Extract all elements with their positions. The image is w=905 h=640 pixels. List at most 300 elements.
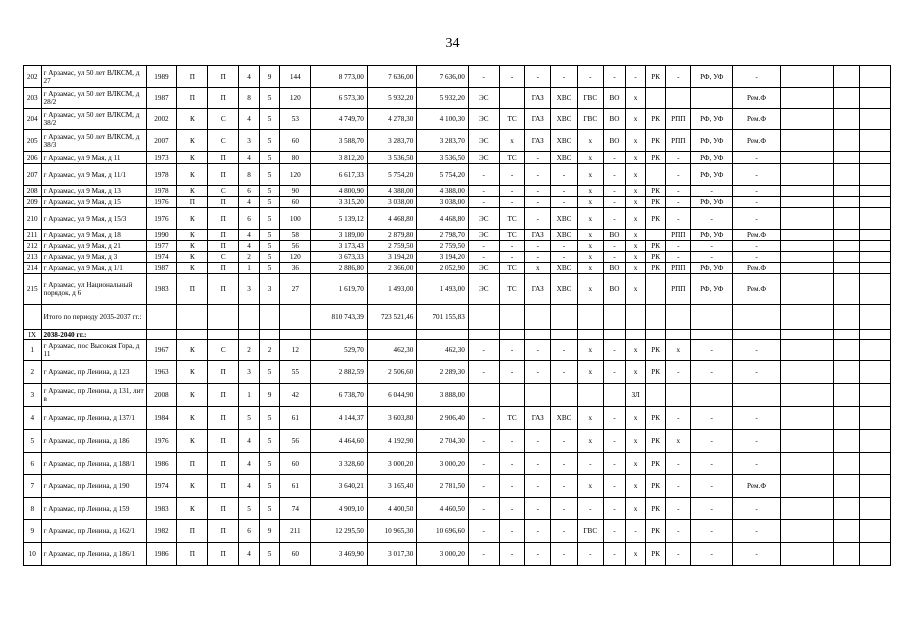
table-cell: - (603, 152, 626, 164)
table-cell: 4 388,00 (367, 186, 416, 197)
table-cell: - (733, 208, 780, 230)
table-cell (834, 109, 860, 130)
table-cell: - (525, 208, 551, 230)
table-cell: - (577, 66, 603, 88)
table-cell: РК (645, 520, 666, 543)
table-cell (499, 88, 525, 109)
table-cell (859, 520, 890, 543)
table-cell (859, 305, 890, 330)
table-cell: 4 100,30 (417, 109, 468, 130)
table-cell: - (733, 407, 780, 430)
table-cell: - (666, 498, 691, 520)
table-cell (780, 241, 834, 252)
table-cell (859, 475, 890, 498)
table-cell: - (733, 152, 780, 164)
table-cell: 80 (280, 152, 311, 164)
table-cell: 3 283,70 (367, 130, 416, 152)
table-cell: 3 194,20 (367, 252, 416, 263)
table-cell: П (208, 498, 239, 520)
table-cell: 2 798,70 (417, 230, 468, 241)
table-cell: - (666, 361, 691, 384)
table-cell (468, 330, 499, 340)
table-cell: - (733, 543, 780, 566)
table-cell: 207 (24, 164, 42, 186)
table-cell: х (626, 407, 646, 430)
table-cell: г Арзамас, пр Ленина, д 188/1 (41, 453, 146, 475)
table-cell (834, 305, 860, 330)
table-cell: К (177, 230, 208, 241)
table-cell (525, 330, 551, 340)
table-cell: 144 (280, 66, 311, 88)
table-cell: х (499, 130, 525, 152)
table-cell: 3 283,70 (417, 130, 468, 152)
table-cell: РК (645, 263, 666, 274)
table-cell (859, 384, 890, 407)
table-cell: 2 879,80 (367, 230, 416, 241)
table-cell: 2 906,40 (417, 407, 468, 430)
table-cell: С (208, 109, 239, 130)
table-cell: г Арзамас, пр Ленина, д 137/1 (41, 407, 146, 430)
table-cell (834, 263, 860, 274)
table-cell: х (626, 109, 646, 130)
table-cell: - (499, 197, 525, 208)
table-cell: - (603, 453, 626, 475)
table-cell: 2 (24, 361, 42, 384)
table-cell: - (499, 186, 525, 197)
table-cell: РФ, УФ (691, 66, 733, 88)
table-row (24, 197, 891, 208)
table-cell: 74 (280, 498, 311, 520)
table-cell: ВО (603, 109, 626, 130)
table-cell: 211 (24, 230, 42, 241)
table-cell: - (577, 543, 603, 566)
table-cell: 213 (24, 252, 42, 263)
table-cell (780, 274, 834, 305)
table-cell: 5 932,20 (417, 88, 468, 109)
table-cell: - (691, 543, 733, 566)
table-cell: - (733, 197, 780, 208)
table-cell: ГАЗ (525, 130, 551, 152)
table-cell: - (733, 186, 780, 197)
table-cell (645, 330, 666, 340)
table-cell (859, 164, 890, 186)
table-cell (859, 430, 890, 453)
table-cell: 120 (280, 88, 311, 109)
table-cell: г Арзамас, пос Высокая Гора, д 11 (41, 340, 146, 361)
table-cell: Рем.Ф (733, 274, 780, 305)
table-cell: 4 468,80 (367, 208, 416, 230)
table-cell (645, 384, 666, 407)
table-cell: - (666, 186, 691, 197)
table-cell: - (551, 543, 578, 566)
table-cell: г Арзамас, пр Ленина, д 162/1 (41, 520, 146, 543)
table-cell (666, 384, 691, 407)
table-cell: - (499, 241, 525, 252)
table-cell: 58 (280, 230, 311, 241)
table-cell: П (208, 475, 239, 498)
table-cell: 3 640,21 (311, 475, 368, 498)
table-cell: 4 (239, 430, 260, 453)
table-cell: РК (645, 186, 666, 197)
table-cell: - (525, 453, 551, 475)
table-cell: РК (645, 208, 666, 230)
table-cell: х (626, 453, 646, 475)
table-cell: 1963 (146, 361, 177, 384)
table-cell: г Арзамас, пр Ленина, д 190 (41, 475, 146, 498)
table-cell: - (691, 186, 733, 197)
table-cell: - (468, 66, 499, 88)
table-cell: 1 493,00 (367, 274, 416, 305)
table-cell: - (666, 66, 691, 88)
table-cell: х (577, 164, 603, 186)
table-cell: П (177, 453, 208, 475)
table-cell (834, 164, 860, 186)
table-row (24, 543, 891, 566)
table-cell: - (499, 475, 525, 498)
table-cell (859, 361, 890, 384)
table-cell: г Арзамас, пр Ленина, д 159 (41, 498, 146, 520)
table-cell: РПП (666, 109, 691, 130)
table-cell: П (208, 197, 239, 208)
table-cell: х (577, 186, 603, 197)
table-cell: - (525, 430, 551, 453)
table-cell (577, 330, 603, 340)
table-cell (780, 208, 834, 230)
table-cell: 4 (239, 197, 260, 208)
table-cell: 1 493,00 (417, 274, 468, 305)
table-cell (859, 197, 890, 208)
table-cell: 1984 (146, 407, 177, 430)
table-cell: 90 (280, 186, 311, 197)
table-cell: РК (645, 66, 666, 88)
table-cell: 53 (280, 109, 311, 130)
table-cell (834, 475, 860, 498)
table-cell: - (666, 453, 691, 475)
table-cell: 56 (280, 430, 311, 453)
table-cell: РФ, УФ (691, 109, 733, 130)
table-cell (780, 330, 834, 340)
table-cell: 5 (259, 152, 280, 164)
table-cell: 1 619,70 (311, 274, 368, 305)
table-cell (834, 498, 860, 520)
table-cell (666, 305, 691, 330)
table-cell (239, 305, 260, 330)
table-cell: РФ, УФ (691, 152, 733, 164)
table-cell: 7 636,00 (367, 66, 416, 88)
table-cell (259, 330, 280, 340)
table-cell: ВО (603, 263, 626, 274)
table-cell (177, 330, 208, 340)
table-cell: - (603, 475, 626, 498)
table-cell: Рем.Ф (733, 230, 780, 241)
table-cell: ВО (603, 130, 626, 152)
table-cell: - (468, 186, 499, 197)
table-cell: К (177, 241, 208, 252)
table-cell: 4 464,60 (311, 430, 368, 453)
table-cell: - (468, 453, 499, 475)
table-cell (780, 88, 834, 109)
table-cell: - (525, 340, 551, 361)
table-cell: 8 773,00 (311, 66, 368, 88)
table-cell: П (208, 430, 239, 453)
table-cell: х (626, 186, 646, 197)
table-cell (603, 330, 626, 340)
table-cell: ЭС (468, 263, 499, 274)
table-cell: РК (645, 543, 666, 566)
table-cell: Рем.Ф (733, 475, 780, 498)
table-cell: 1 (24, 340, 42, 361)
table-cell: К (177, 384, 208, 407)
table-cell: х (626, 88, 646, 109)
table-cell: - (603, 252, 626, 263)
table-cell: 1976 (146, 208, 177, 230)
table-cell: 4 (24, 407, 42, 430)
table-cell: - (603, 197, 626, 208)
table-cell: К (177, 186, 208, 197)
table-cell (859, 453, 890, 475)
table-cell: - (551, 186, 578, 197)
table-cell: 2 (259, 340, 280, 361)
table-cell: - (525, 361, 551, 384)
table-cell (468, 305, 499, 330)
table-cell: П (208, 241, 239, 252)
table-cell: 8 (24, 498, 42, 520)
table-cell (468, 384, 499, 407)
table-cell: 1987 (146, 263, 177, 274)
table-cell: - (603, 543, 626, 566)
table-cell (239, 330, 260, 340)
table-cell: РК (645, 407, 666, 430)
table-cell: х (626, 430, 646, 453)
table-cell: - (603, 520, 626, 543)
table-cell: 4 468,80 (417, 208, 468, 230)
table-cell (859, 208, 890, 230)
table-cell: 5 139,12 (311, 208, 368, 230)
table-cell (859, 263, 890, 274)
table-cell: х (626, 152, 646, 164)
table-cell: ТС (499, 152, 525, 164)
table-cell: ВО (603, 274, 626, 305)
table-cell: ЭС (468, 230, 499, 241)
table-cell: 3 173,43 (311, 241, 368, 252)
table-cell: - (666, 520, 691, 543)
table-row (24, 208, 891, 230)
table-cell: 2002 (146, 109, 177, 130)
table-cell (280, 330, 311, 340)
table-cell: г Арзамас, ул 50 лет ВЛКСМ, д 38/2 (41, 109, 146, 130)
table-cell (834, 197, 860, 208)
table-cell: - (626, 520, 646, 543)
table-cell: г Арзамас, пр Ленина, д 123 (41, 361, 146, 384)
table-cell (626, 330, 646, 340)
table-cell: - (666, 252, 691, 263)
table-cell (780, 252, 834, 263)
table-cell: 3 673,33 (311, 252, 368, 263)
table-cell: 1983 (146, 498, 177, 520)
table-cell: Рем.Ф (733, 109, 780, 130)
table-cell: 5 (259, 186, 280, 197)
table-cell: х (577, 340, 603, 361)
table-cell: 5 (259, 252, 280, 263)
table-cell: 6 (24, 453, 42, 475)
table-cell: ГАЗ (525, 109, 551, 130)
table-cell: П (208, 208, 239, 230)
table-cell: - (468, 340, 499, 361)
table-cell: 208 (24, 186, 42, 197)
table-cell: 5 (259, 475, 280, 498)
table-cell (780, 340, 834, 361)
table-cell: 1986 (146, 543, 177, 566)
table-cell: 2 759,50 (417, 241, 468, 252)
table-cell: х (626, 230, 646, 241)
table-cell (499, 330, 525, 340)
table-cell (146, 330, 177, 340)
table-cell: - (468, 520, 499, 543)
table-cell: ГАЗ (525, 230, 551, 241)
table-cell: х (626, 274, 646, 305)
total-value: 810 743,39 (311, 305, 368, 330)
table-cell: х (666, 430, 691, 453)
table-cell: 3 888,00 (417, 384, 468, 407)
table-cell: - (691, 453, 733, 475)
table-cell: - (603, 498, 626, 520)
table-cell: 5 (259, 263, 280, 274)
table-cell: 3 (24, 384, 42, 407)
table-cell: 5 (259, 407, 280, 430)
table-cell: - (603, 407, 626, 430)
table-cell: - (499, 66, 525, 88)
table-cell: х (577, 361, 603, 384)
table-cell: РФ, УФ (691, 164, 733, 186)
table-cell: 9 (259, 520, 280, 543)
table-cell: х (626, 263, 646, 274)
table-cell (733, 330, 780, 340)
table-cell: - (691, 430, 733, 453)
table-cell: 5 (259, 109, 280, 130)
table-cell: 4 400,50 (367, 498, 416, 520)
table-cell (645, 88, 666, 109)
table-cell: 10 (24, 543, 42, 566)
total-label: Итого по периоду 2035-2037 гг.: (41, 305, 146, 330)
table-cell: 4 460,50 (417, 498, 468, 520)
table-cell: С (208, 340, 239, 361)
table-cell: 5 (259, 543, 280, 566)
table-cell: 4 749,70 (311, 109, 368, 130)
total-value: 701 155,83 (417, 305, 468, 330)
table-cell: х (626, 197, 646, 208)
table-cell: 9 (259, 384, 280, 407)
table-cell: г Арзамас, ул 9 Мая, д 18 (41, 230, 146, 241)
table-cell (780, 407, 834, 430)
table-cell: 3 536,50 (417, 152, 468, 164)
table-cell: РК (645, 361, 666, 384)
table-cell: 1976 (146, 197, 177, 208)
table-cell: 5 (24, 430, 42, 453)
table-cell (691, 305, 733, 330)
table-cell: ГВС (577, 88, 603, 109)
table-cell: х (626, 130, 646, 152)
table-cell: Рем.Ф (733, 88, 780, 109)
table-cell (859, 241, 890, 252)
table-cell: К (177, 263, 208, 274)
table-cell (645, 230, 666, 241)
table-cell (577, 305, 603, 330)
table-cell: П (177, 274, 208, 305)
table-cell: К (177, 475, 208, 498)
table-cell: РК (645, 109, 666, 130)
table-cell: - (551, 164, 578, 186)
table-cell: 5 (239, 498, 260, 520)
table-cell: 2 289,30 (417, 361, 468, 384)
table-cell: 3 536,50 (367, 152, 416, 164)
table-cell: - (666, 241, 691, 252)
table-cell: - (551, 252, 578, 263)
table-row (24, 430, 891, 453)
table-cell: ХВС (551, 152, 578, 164)
table-cell: К (177, 430, 208, 453)
table-cell: - (468, 241, 499, 252)
table-cell: х (577, 241, 603, 252)
table-cell: 4 (239, 241, 260, 252)
table-cell: 60 (280, 453, 311, 475)
table-cell: 1974 (146, 252, 177, 263)
table-cell: ХВС (551, 130, 578, 152)
table-cell: РК (645, 241, 666, 252)
table-cell: х (626, 498, 646, 520)
table-cell: Рем.Ф (733, 130, 780, 152)
table-cell: х (626, 241, 646, 252)
table-cell: 4 388,00 (417, 186, 468, 197)
table-cell: г Арзамас, пр Ленина, д 186 (41, 430, 146, 453)
table-cell: РК (645, 130, 666, 152)
table-cell: П (208, 263, 239, 274)
table-cell: РФ, УФ (691, 130, 733, 152)
table-cell: - (468, 197, 499, 208)
table-cell: 4 (239, 109, 260, 130)
table-cell (834, 340, 860, 361)
table-cell: П (208, 384, 239, 407)
table-cell: 6 (239, 186, 260, 197)
table-cell: 1982 (146, 520, 177, 543)
table-cell: РПП (666, 230, 691, 241)
table-cell (780, 130, 834, 152)
table-cell: - (525, 520, 551, 543)
table-cell: 42 (280, 384, 311, 407)
table-cell: 2 886,80 (311, 263, 368, 274)
table-cell: П (208, 230, 239, 241)
table-cell: - (499, 543, 525, 566)
table-cell: К (177, 252, 208, 263)
table-cell: - (691, 520, 733, 543)
table-cell (859, 543, 890, 566)
table-cell (551, 305, 578, 330)
table-cell: - (499, 498, 525, 520)
table-cell: РК (645, 152, 666, 164)
table-cell: - (525, 186, 551, 197)
table-cell: РПП (666, 130, 691, 152)
table-cell: - (666, 407, 691, 430)
table-cell (780, 197, 834, 208)
table-cell: - (603, 361, 626, 384)
table-cell: П (208, 66, 239, 88)
table-cell (834, 384, 860, 407)
table-cell: 1978 (146, 186, 177, 197)
table-cell: РК (645, 430, 666, 453)
table-cell: ТС (499, 407, 525, 430)
table-cell (280, 305, 311, 330)
table-cell: РК (645, 453, 666, 475)
table-cell: 1989 (146, 66, 177, 88)
